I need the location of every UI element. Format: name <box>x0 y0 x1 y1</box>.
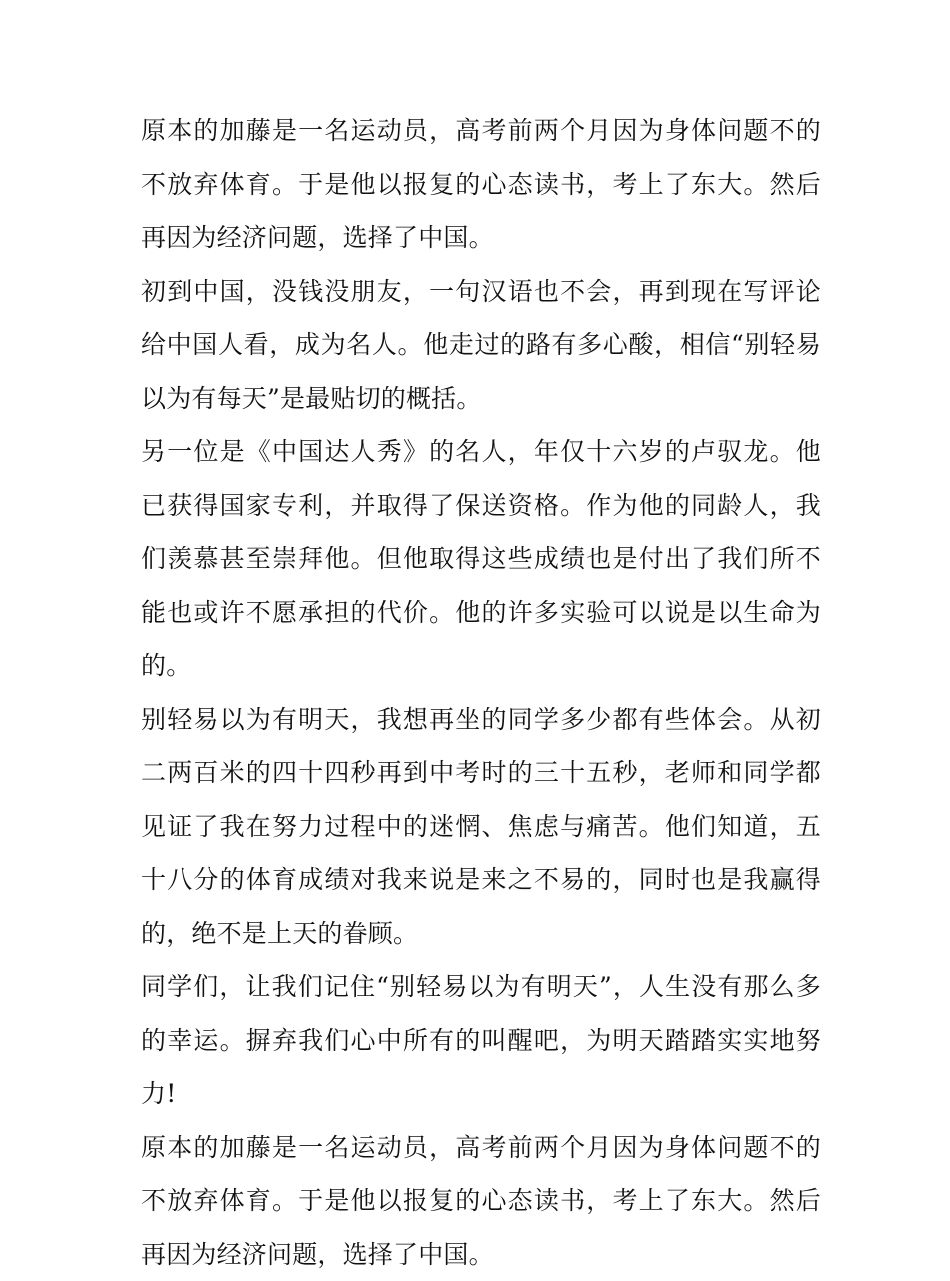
body-text <box>141 104 821 1281</box>
paragraph-1: 原本的加藤是一名运动员，高考前两个月因为身体问题不的不放弃体育。于是他以报复的心态读书，考上了东大。然后再因为经济问题，选择了中国。 <box>141 104 821 265</box>
paragraph-4: 别轻易以为有明天，我想再坐的同学多少都有些体会。从初二两百米的四十四秒再到中考时的三十五秒，老师和同学都见证了我在努力过程中的迷惘、焦虑与痛苦。他们知道，五十八分的体育成绩对我来说是来之不易的，同时也是我赢得的，绝不是上天的眷顾。 <box>141 693 821 961</box>
paragraph-3: 另一位是《中国达人秀》的名人，年仅十六岁的卢驭龙。他已获得国家专利，并取得了保送资格。作为他的同龄人，我们羡慕甚至崇拜他。但他取得这些成绩也是付出了我们所不能也或许不愿承担的代价。他的许多实验可以说是以生命为的。 <box>141 425 821 693</box>
paragraph-6: 原本的加藤是一名运动员，高考前两个月因为身体问题不的不放弃体育。于是他以报复的心态读书，考上了东大。然后再因为经济问题，选择了中国。 <box>141 1121 821 1281</box>
paragraph-5: 同学们，让我们记住“别轻易以为有明天”，人生没有那么多的幸运。摒弃我们心中所有的叫醒吧，为明天踏踏实实地努力! <box>141 960 821 1121</box>
paragraph-2: 初到中国，没钱没朋友，一句汉语也不会，再到现在写评论给中国人看，成为名人。他走过的路有多心酸，相信“别轻易以为有每天”是最贴切的概括。 <box>141 265 821 426</box>
